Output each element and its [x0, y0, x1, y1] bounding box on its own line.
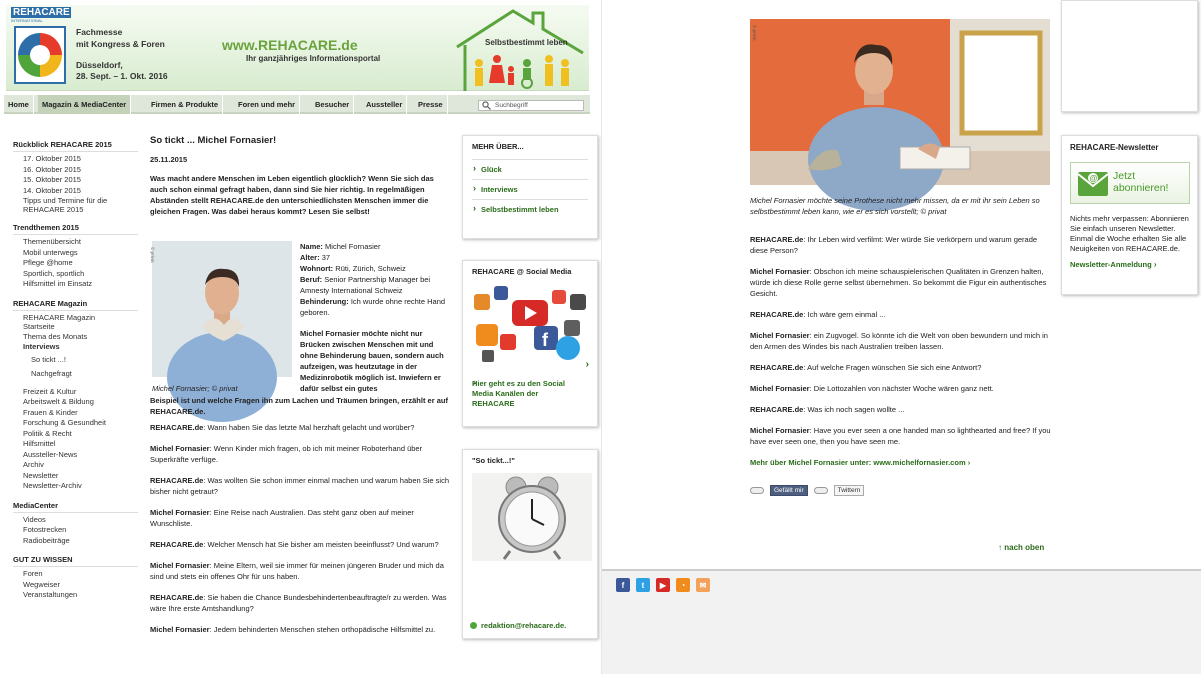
photo-credit: © privat	[752, 25, 757, 41]
link-glueck[interactable]: › Glück	[472, 159, 588, 179]
nav-magazin-mediacenter[interactable]: Magazin & MediaCenter	[38, 95, 131, 114]
qa-speaker: Michel Fornasier	[750, 426, 810, 435]
qa-text: : Was ich noch sagen wollte ...	[803, 405, 905, 414]
twitter-icon	[556, 336, 580, 360]
sidebar-navigation	[13, 139, 138, 601]
footer	[602, 569, 1201, 674]
sidebar-item[interactable]: Hilfsmittel	[23, 439, 56, 448]
svg-text:@: @	[1089, 174, 1098, 183]
qa-item	[750, 404, 1055, 415]
qa-speaker: Michel Fornasier	[750, 384, 810, 393]
sidebar-heading-magazin[interactable]: REHACARE Magazin	[13, 298, 138, 311]
sidebar-item[interactable]: Radiobeiträge	[23, 535, 70, 545]
twitter-icon[interactable]: t	[636, 578, 650, 592]
fair-description	[76, 26, 165, 50]
sidebar-item[interactable]: Arbeitswelt & Bildung	[23, 397, 94, 406]
qa-text: : Welcher Mensch hat Sie bisher am meisten beeinflusst? Und warum?	[203, 540, 439, 549]
sidebar-item[interactable]: Foren	[23, 569, 43, 578]
sidebar-item[interactable]: Mobil unterwegs	[23, 247, 78, 257]
sidebar-item[interactable]: Tipps und Termine für die	[23, 196, 108, 205]
header-banner	[6, 5, 589, 91]
newsletter-signup-link[interactable]: Newsletter-Anmeldung	[1070, 260, 1152, 269]
qa-speaker: Michel Fornasier	[150, 625, 210, 634]
newsletter-button-line2: abonnieren!	[1113, 182, 1169, 194]
sidebar-item[interactable]: Archiv	[23, 460, 44, 469]
qa-item	[150, 560, 450, 582]
qa-speaker: Michel Fornasier	[150, 561, 210, 570]
qa-speaker: REHACARE.de	[150, 423, 204, 432]
photo-caption: Michel Fornasier möchte seine Prothese nicht mehr missen, da er mit ihr sein Leben so selbstbestimmt leben kann, wie er es sich vorstellt; © privat	[750, 196, 1040, 216]
logo-emblem-icon	[13, 25, 67, 85]
nav-besucher[interactable]: Besucher	[311, 95, 354, 114]
more-about-link[interactable]: Mehr über Michel Fornasier unter: www.michelfornasier.com	[750, 458, 966, 467]
qa-item	[150, 592, 450, 614]
social-media-title: REHACARE @ Social Media	[472, 267, 572, 276]
sidebar-heading-trendthemen[interactable]: Trendthemen 2015	[13, 222, 138, 235]
sidebar-item[interactable]: Aussteller-News	[23, 449, 78, 459]
newsletter-text: Nichts mehr verpassen: Abonnieren Sie einfach unseren Newsletter. Einmal die Woche erhalten Sie alle Neuigkeiten von REHACARE.de.	[1070, 214, 1189, 253]
qa-speaker: REHACARE.de	[750, 363, 804, 372]
qa-text: : Die Lottozahlen von nächster Woche wären ganz nett.	[809, 384, 994, 393]
sidebar-item[interactable]: Pflege @home	[23, 258, 73, 267]
sidebar-item[interactable]: 14. Oktober 2015	[23, 185, 81, 195]
sidebar-item[interactable]: 17. Oktober 2015	[23, 154, 81, 163]
profile-age: 37	[321, 253, 331, 262]
qa-speaker: Michel Fornasier	[150, 444, 210, 453]
newsletter-title: REHACARE-Newsletter	[1070, 143, 1159, 152]
rss-icon[interactable]: ◔	[676, 578, 690, 592]
envelope-icon	[1077, 168, 1109, 198]
arrow-right-icon: ›	[967, 458, 971, 467]
article-intro-part2: Beispiel ist und welche Fragen ihn zum Lachen und Träumen bringen, erzählt er auf REHACARE.de.	[150, 396, 448, 416]
twitter-privacy-toggle[interactable]	[814, 487, 828, 494]
fair-place-date	[76, 60, 168, 82]
profile-job: Senior Partnership Manager bei Amnesty International Schweiz	[300, 275, 431, 295]
qa-text: : Ihr Leben wird verfilmt: Wer würde Sie verkörpern und warum gerade diese Person?	[750, 235, 1038, 255]
sidebar-item[interactable]: Frauen & Kinder	[23, 407, 78, 417]
qa-item	[750, 234, 1055, 256]
email-link[interactable]	[470, 621, 566, 630]
sidebar-item[interactable]: Newsletter	[23, 470, 59, 480]
profile-name: Michel Fornasier	[325, 242, 381, 251]
qa-item	[750, 266, 1055, 299]
article-date: 25.11.2015	[150, 155, 188, 164]
article-lead: Was macht andere Menschen im Leben eigentlich glücklich? Wenn Sie sich das auch schon einmal gefragt haben, dann sind Sie hier richtig. In regelmäßigen Abständen stellt REHACARE.de den unterschiedlichsten Menschen immer die gleichen Fragen. Was dabei heraus kommt? Lesen Sie selbst!	[150, 174, 434, 216]
svg-text:f: f	[542, 330, 548, 350]
qa-item	[150, 624, 450, 635]
arrow-right-icon: ›	[1153, 260, 1157, 269]
mehr-ueber-box	[462, 135, 598, 239]
sidebar-item[interactable]: Freizeit & Kultur	[23, 386, 77, 396]
newsletter-button-line1: Jetzt	[1113, 170, 1136, 182]
qa-list-continued	[750, 234, 1055, 468]
house-label: Selbstbestimmt leben	[485, 38, 568, 47]
sidebar-heading-mediacenter[interactable]: MediaCenter	[13, 500, 138, 513]
email-icon[interactable]: ✉	[696, 578, 710, 592]
profile-name-label: Name:	[300, 242, 323, 251]
sidebar-item-interviews[interactable]: Interviews	[23, 342, 60, 351]
social-media-link[interactable]: › Hier geht es zu den Social Media Kanälen der REHACARE	[472, 374, 588, 414]
nav-firmen-produkte[interactable]: Firmen & Produkte	[147, 95, 223, 114]
newsletter-box	[1061, 135, 1198, 295]
qa-list	[150, 422, 450, 645]
profile-job-label: Beruf:	[300, 275, 323, 284]
profile-box	[300, 241, 450, 394]
portrait-caption: Michel Fornasier; © privat	[152, 384, 238, 393]
link-interviews[interactable]: › Interviews	[472, 179, 588, 199]
article	[150, 135, 450, 634]
profile-disability: Ich wurde ohne rechte Hand geboren.	[300, 297, 446, 317]
qa-speaker: REHACARE.de	[750, 310, 804, 319]
arrow-up-icon: ↑	[998, 543, 1002, 552]
qa-speaker: REHACARE.de	[750, 405, 804, 414]
sidebar-heading-gut-zu-wissen[interactable]: GUT ZU WISSEN	[13, 554, 138, 567]
portrait-image	[152, 241, 292, 377]
nav-home[interactable]: Home	[4, 95, 34, 114]
alarm-clock-icon	[472, 473, 592, 561]
fair-line2: mit Kongress & Foren	[76, 39, 165, 49]
sidebar-item[interactable]: Newsletter-Archiv	[23, 481, 82, 490]
house-family-icon	[453, 7, 588, 91]
qa-item	[750, 330, 1055, 352]
portrait-photo	[152, 241, 292, 377]
qa-speaker: Michel Fornasier	[750, 331, 810, 340]
sidebar-item[interactable]: Videos	[23, 514, 46, 524]
twitter-share-button[interactable]: Twittern	[834, 485, 865, 496]
rehacare-logo[interactable]	[11, 7, 69, 87]
article-photo	[750, 19, 1050, 185]
qa-text: : Jedem behinderten Menschen stehen orthopädische Hilfsmittel zu.	[209, 625, 436, 634]
search-input[interactable]: Suchbegriff	[478, 100, 584, 111]
sidebar-item[interactable]: REHACARE 2015	[23, 205, 84, 214]
sidebar-item[interactable]: Fotostrecken	[23, 525, 67, 534]
qa-item	[750, 425, 1055, 447]
qa-item	[150, 539, 450, 550]
qa-text: : Wenn Kinder mich fragen, ob ich mit meiner Roboterhand über Superkräfte verfüge.	[150, 444, 423, 464]
main-navigation	[4, 95, 590, 114]
portrait-credit: © privat	[150, 247, 155, 263]
site-tagline: Ihr ganzjähriges Informationsportal	[246, 54, 381, 63]
sidebar-item[interactable]: Sportlich, sportlich	[23, 268, 85, 278]
sidebar-item[interactable]: 16. Oktober 2015	[23, 164, 81, 174]
newsletter-button-text	[1113, 170, 1168, 194]
sidebar-item[interactable]: Thema des Monats	[23, 331, 88, 341]
email-address[interactable]: redaktion@rehacare.de.	[481, 621, 567, 630]
fair-line1: Fachmesse	[76, 27, 123, 37]
logo-subtitle: INTERNATIONAL	[11, 18, 43, 23]
qa-item	[750, 383, 1055, 394]
qa-text: : Wann haben Sie das letzte Mal herzhaft gelacht und worüber?	[203, 423, 415, 432]
page-title: So tickt ... Michel Fornasier!	[150, 135, 277, 146]
right-page	[601, 0, 1200, 674]
so-tickt-box	[462, 449, 598, 639]
qa-text: : Was wollten Sie schon immer einmal machen und warum haben Sie sich bisher nicht getraut?	[150, 476, 450, 496]
left-page	[0, 0, 600, 674]
link-selbstbestimmt-leben[interactable]: › Selbstbestimmt leben	[472, 199, 588, 219]
footer-social-icons	[616, 578, 710, 592]
qa-speaker: Michel Fornasier	[150, 508, 210, 517]
facebook-privacy-toggle[interactable]	[750, 487, 764, 494]
qa-item	[150, 443, 450, 465]
mail-icon	[470, 622, 477, 629]
qa-speaker: REHACARE.de	[150, 593, 204, 602]
youtube-icon[interactable]: ▶	[656, 578, 670, 592]
profile-home-label: Wohnort:	[300, 264, 334, 273]
qa-text: : Eine Reise nach Australien. Das steht ganz oben auf meiner Wunschliste.	[150, 508, 414, 528]
nav-foren-und-mehr[interactable]: Foren und mehr	[234, 95, 300, 114]
sidebar-item[interactable]: Politik & Recht	[23, 428, 72, 438]
qa-text: : Meine Eltern, weil sie immer für meinen jüngeren Bruder und mich da sind und stets ein offenes Ohr für uns haben.	[150, 561, 444, 581]
social-share-bar	[750, 485, 864, 496]
sidebar-box-top	[1061, 0, 1198, 112]
sidebar-item[interactable]: Startseite	[23, 322, 55, 331]
qa-text: : Ich wäre gern einmal ...	[803, 310, 886, 319]
qa-text: : ein Zugvogel. So könnte ich die Welt von oben bewundern und mich in den Armen des Windes bis nach Australien treiben lassen.	[750, 331, 1048, 351]
sidebar-item[interactable]: Veranstaltungen	[23, 590, 78, 599]
logo-wordmark: REHACARE	[13, 7, 70, 18]
facebook-icon[interactable]: f	[616, 578, 630, 592]
qa-speaker: REHACARE.de	[150, 540, 204, 549]
sidebar-item[interactable]: Wegweiser	[23, 579, 60, 589]
sidebar-item[interactable]: REHACARE Magazin	[23, 312, 96, 322]
arrow-right-icon: ›	[585, 359, 589, 370]
profile-age-label: Alter:	[300, 253, 320, 262]
qa-text: : Sie haben die Chance Bundesbehindertenbeauftragte/r zu werden. Was wäre Ihre erste Amtshandlung?	[150, 593, 447, 613]
qa-speaker: Michel Fornasier	[750, 267, 810, 276]
rss-icon	[476, 324, 498, 346]
back-to-top-link[interactable]	[998, 543, 1044, 552]
qa-item	[150, 507, 450, 529]
qa-speaker: REHACARE.de	[150, 476, 204, 485]
qa-item	[750, 362, 1055, 373]
facebook-like-button[interactable]: Gefällt mir	[770, 485, 808, 496]
profile-disability-label: Behinderung:	[300, 297, 349, 306]
sidebar-heading-rueckblick[interactable]: Rückblick REHACARE 2015	[13, 139, 138, 152]
qa-item	[750, 309, 1055, 320]
so-tickt-title: "So tickt...!"	[472, 456, 515, 465]
sidebar-item[interactable]: 15. Oktober 2015	[23, 175, 81, 184]
sidebar-item[interactable]: Themenübersicht	[23, 237, 81, 246]
sidebar-subitem-so-tickt[interactable]: So tickt ...!	[31, 354, 67, 364]
qa-text: : Auf welche Fragen wünschen Sie sich eine Antwort?	[803, 363, 982, 372]
article-photo-image	[750, 19, 1050, 185]
qa-text: : Have you ever seen a one handed man so lighthearted and free? If you have ever seen one, then you have seen me.	[750, 426, 1051, 446]
sidebar-subitem-nachgefragt[interactable]: Nachgefragt	[31, 368, 72, 378]
social-media-box	[462, 260, 598, 427]
fair-dates: 28. Sept. – 1. Okt. 2016	[76, 71, 168, 81]
qa-speaker: REHACARE.de	[750, 235, 804, 244]
qa-item	[150, 475, 450, 497]
fair-city: Düsseldorf,	[76, 60, 123, 70]
mehr-ueber-title: MEHR ÜBER...	[472, 142, 524, 151]
profile-home: Rüti, Zürich, Schweiz	[335, 264, 406, 273]
sidebar-item[interactable]: Forschung & Gesundheit	[23, 418, 106, 427]
social-media-icons[interactable]	[472, 284, 592, 364]
qa-item	[150, 422, 450, 433]
sidebar-item[interactable]: Hilfsmittel im Einsatz	[23, 279, 93, 288]
newsletter-subscribe-button[interactable]	[1070, 162, 1190, 204]
nav-presse[interactable]: Presse	[414, 95, 448, 114]
search-icon[interactable]	[482, 101, 491, 110]
article-intro-part1: Michel Fornasier möchte nicht nur Brücken zwischen Menschen mit und ohne Behinderung bauen, sondern auch aufzeigen, was heutzutage in der Medizinrobotik möglich ist. Inwiefern er dafür selbst ein gutes	[300, 329, 444, 393]
nav-aussteller[interactable]: Aussteller	[362, 95, 407, 114]
back-to-top-label[interactable]: nach oben	[1004, 543, 1045, 552]
site-url[interactable]: www.REHACARE.de	[222, 37, 358, 53]
qa-text: : Obschon ich meine schauspielerischen Qualitäten in Grenzen halten, würde ich diese Rolle gerne selbst übernehmen. So bekommt die Figur ein authentisches Gesicht.	[750, 267, 1047, 298]
